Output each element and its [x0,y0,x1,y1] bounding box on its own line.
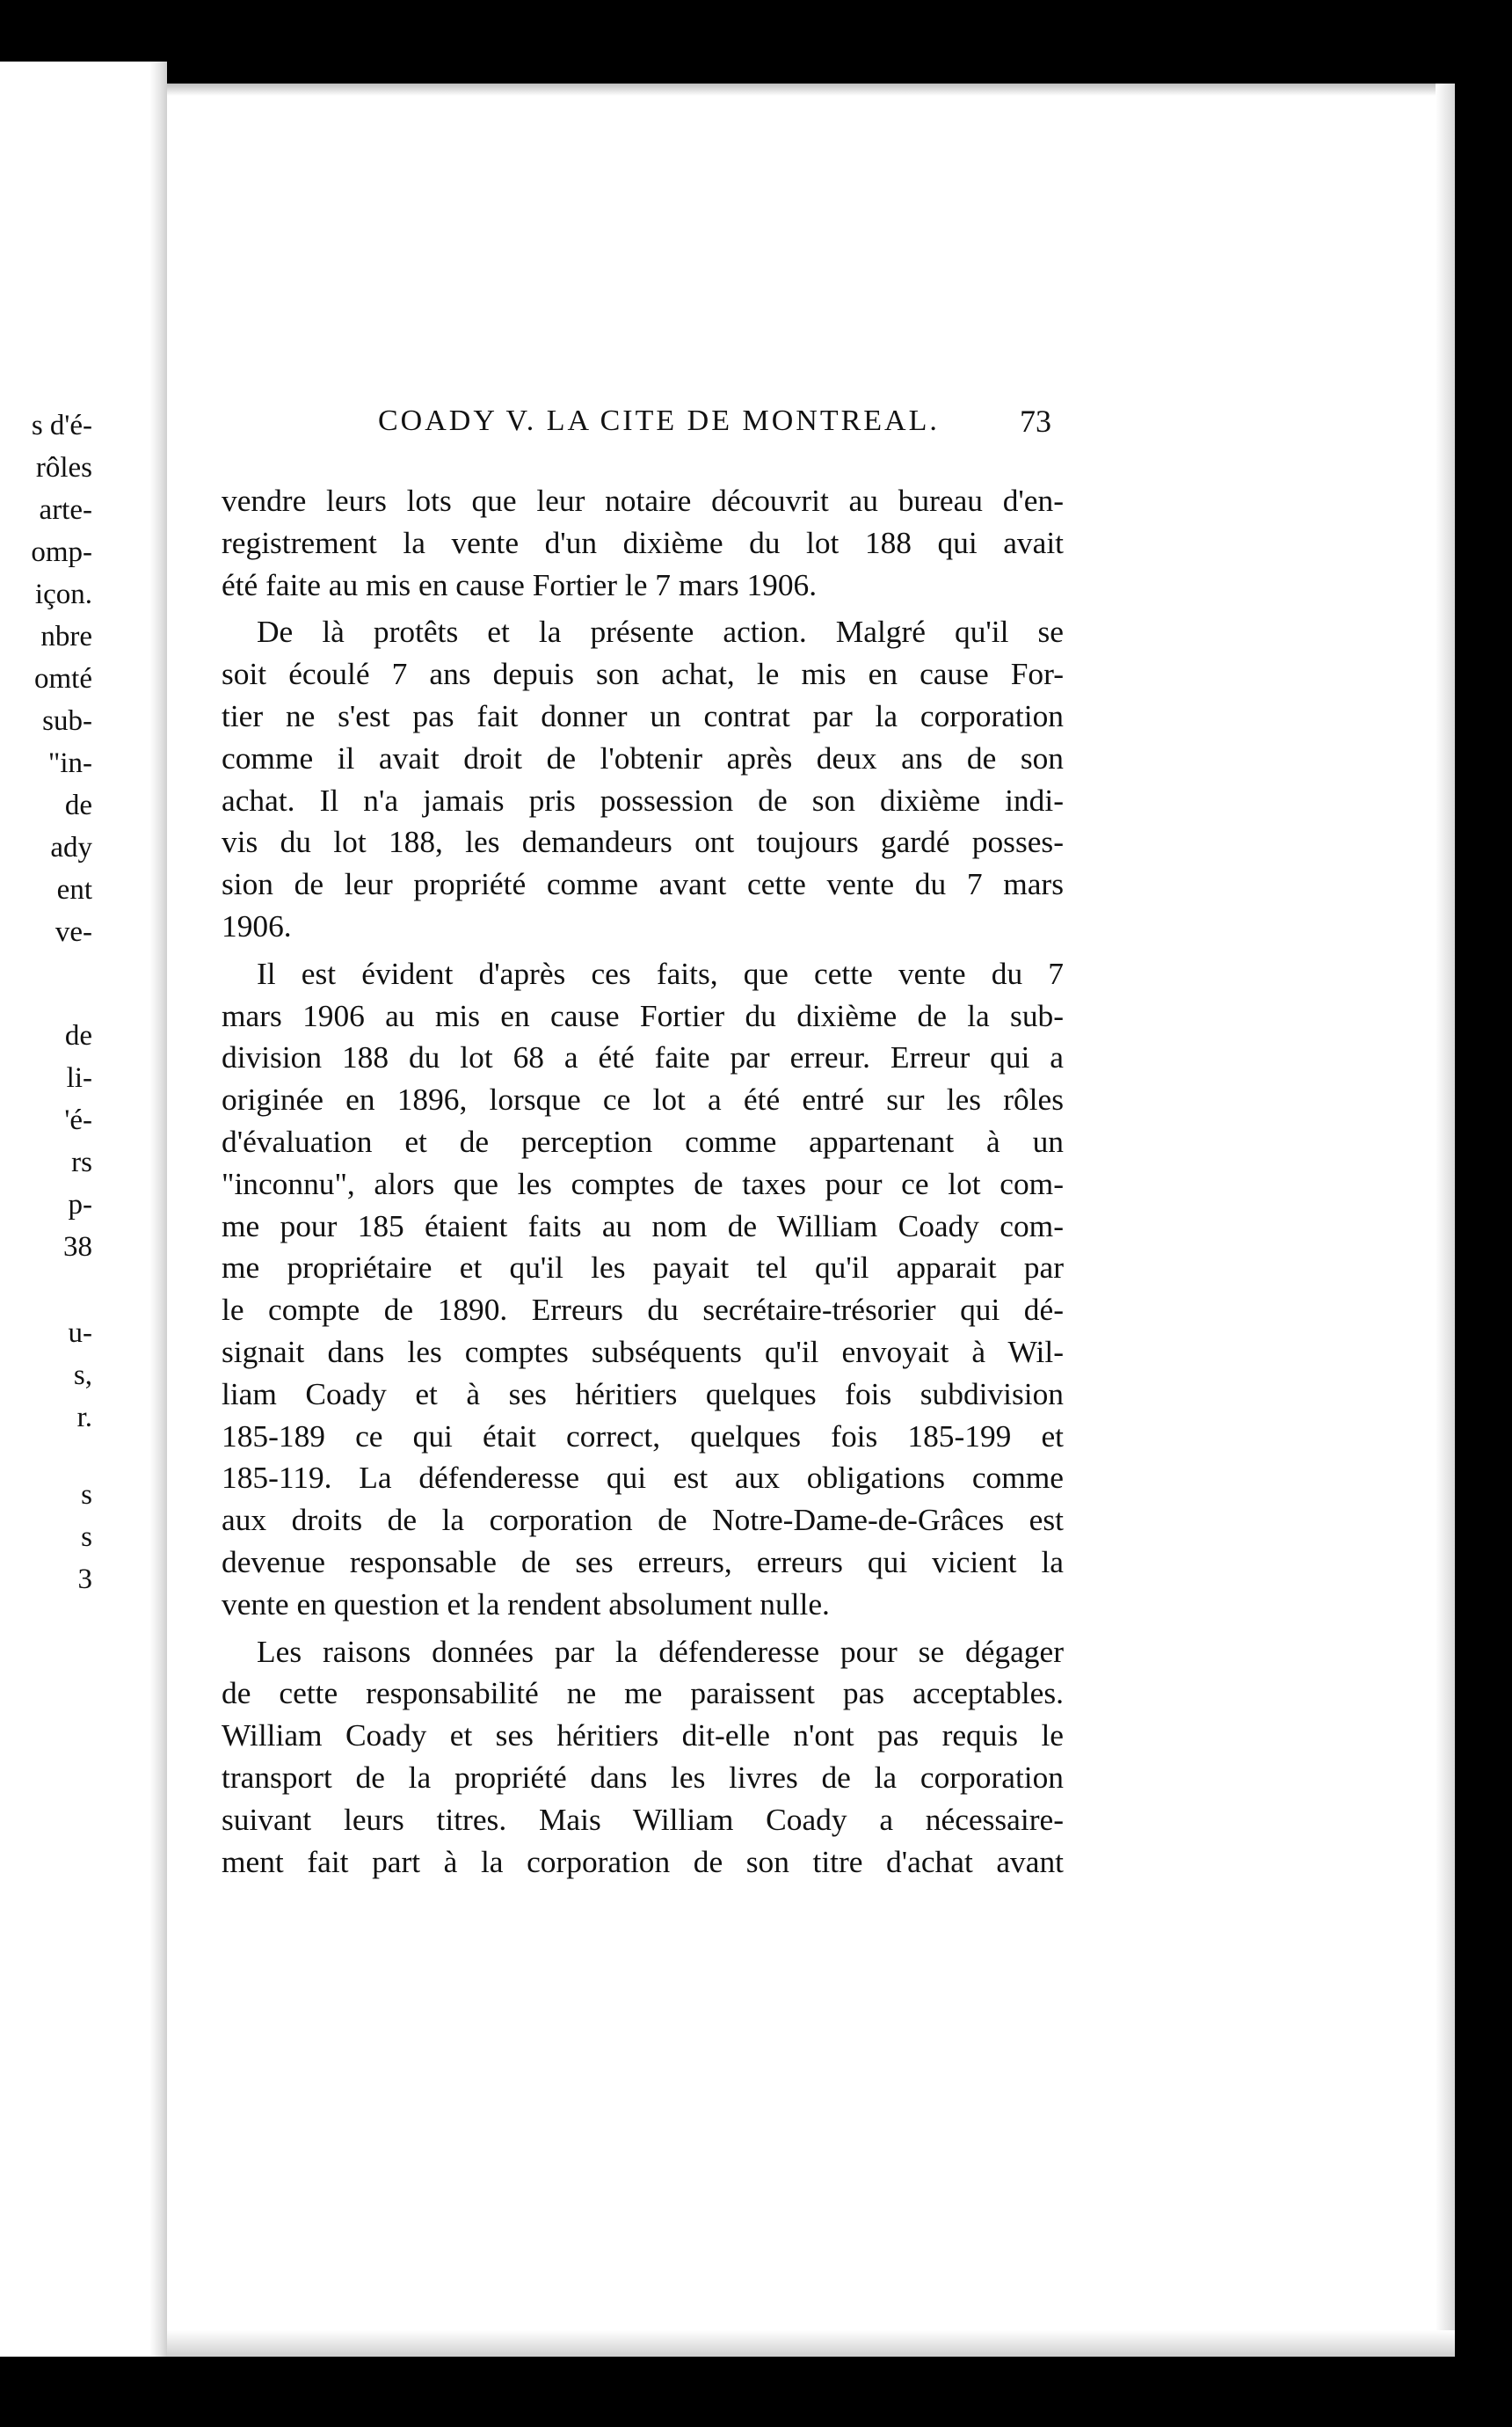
text-line: de cette responsabilité ne me paraissent pas acceptables. [222,1675,1064,1711]
left-line: ve- [55,916,92,948]
text-line: aux droits de la corporation de Notre-Dame-de-Grâces est [222,1502,1064,1538]
text-line: comme il avait droit de l'obtenir après deux ans de son [222,740,1064,776]
page-number: 73 [1020,404,1051,439]
left-line: nbre [40,621,92,652]
text-line: tier ne s'est pas fait donner un contrat par la corporation [222,697,1064,733]
text-line: liam Coady et à ses héritiers quelques fois subdivision [222,1375,1064,1411]
left-gap [0,1439,92,1474]
left-line: u- [68,1317,92,1349]
left-gap [0,1268,92,1312]
left-line: sub- [42,705,92,737]
left-line: s d'é- [31,410,92,441]
text-line: De là protêts et la présente action. Malgré qu'il se [257,614,1064,650]
text-line: registrement la vente d'un dixième du lot 188 qui avait [222,524,1064,560]
left-gap [0,953,92,1015]
text-line: ment fait part à la corporation de son titre d'achat avant [222,1843,1064,1879]
left-line: s [81,1479,92,1511]
text-line: vendre leurs lots que leur notaire découvrit au bureau d'en- [222,483,1064,518]
text-line: transport de la propriété dans les livres de la corporation [222,1759,1064,1795]
text-line: devenue responsable de ses erreurs, erreurs qui vicient la [222,1543,1064,1579]
text-line: soit écoulé 7 ans depuis son achat, le mis en cause For- [222,656,1064,692]
text-line: vente en question et la rendent absolument nulle. [222,1585,830,1622]
left-line: s, [73,1359,92,1391]
left-line: p- [68,1189,92,1221]
text-line: division 188 du lot 68 a été faite par erreur. Erreur qui a [222,1039,1064,1075]
text-line: me pour 185 étaient faits au nom de William Coady com- [222,1207,1064,1243]
text-line: sion de leur propriété comme avant cette vente du 7 mars [222,866,1064,902]
text-line: William Coady et ses héritiers dit-elle n'ont pas requis le [222,1717,1064,1753]
left-line: de [64,790,92,821]
left-line: 38 [63,1231,92,1263]
text-line: signait dans les comptes subséquents qu'il envoyait à Wil- [222,1333,1064,1369]
text-line: 1906. [222,907,292,944]
text-line: mars 1906 au mis en cause Fortier du dixième de la sub- [222,997,1064,1033]
left-line: rs [71,1147,92,1178]
left-line: içon. [34,579,92,610]
text-line: Il est évident d'après ces faits, que cette vente du 7 [257,955,1064,991]
left-line: ady [50,832,92,864]
text-line: 185-119. La défenderesse qui est aux obligations comme [222,1460,1064,1496]
left-line: s [81,1521,92,1553]
text-line: me propriétaire et qu'il les payait tel qu'il apparait par [222,1250,1064,1286]
text-line: d'évaluation et de perception comme appartenant à un [222,1123,1064,1159]
text-line: le compte de 1890. Erreurs du secrétaire-trésorier qui dé- [222,1292,1064,1328]
text-line: vis du lot 188, les demandeurs ont toujours gardé posses- [222,824,1064,860]
left-line: 3 [77,1563,92,1595]
text-line: Les raisons données par la défenderesse pour se dégager [257,1633,1064,1669]
text-line: été faite au mis en cause Fortier le 7 mars 1906. [222,566,818,602]
left-line: de [64,1020,92,1052]
left-page-text-fragment [0,404,92,1600]
left-line: omté [34,663,92,695]
text-line: achat. Il n'a jamais pris possession de son dixième indi- [222,782,1064,818]
running-head: COADY V. LA CITE DE MONTREAL. [378,404,940,437]
left-line: "in- [47,747,92,779]
left-page-edge [149,62,167,2357]
text-line: suivant leurs titres. Mais William Coady a nécessaire- [222,1801,1064,1837]
left-line: li- [66,1062,92,1094]
text-line: originée en 1896, lorsque ce lot a été entré sur les rôles [222,1082,1064,1118]
left-line: 'é- [64,1104,92,1136]
page-bottom-shadow [167,2330,1455,2357]
left-line: ent [56,874,92,906]
page-right-shadow [1436,84,1455,2357]
left-line: r. [76,1402,92,1433]
left-line: arte- [39,494,92,526]
text-line: 185-189 ce qui était correct, quelques fois 185-199 et [222,1418,1064,1454]
left-line: rôles [35,452,92,484]
text-line: "inconnu", alors que les comptes de taxes pour ce lot com- [222,1165,1064,1201]
left-line: omp- [31,536,92,568]
body-text [222,480,1064,1883]
page-top-shadow [167,84,1455,96]
